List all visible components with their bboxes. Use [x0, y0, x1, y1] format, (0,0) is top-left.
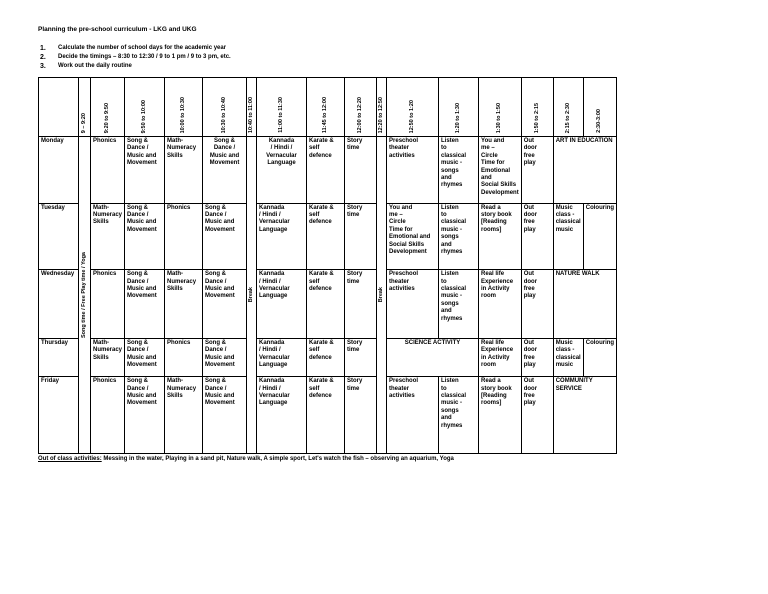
day-label: Wednesday [39, 270, 79, 339]
activity-cell: You and me – Circle Time for Emotional and Social Skills Development [479, 137, 522, 204]
activity-cell: Math- Numeracy Skills [91, 338, 125, 376]
step-text: Decide the timings – 8:30 to 12:30 / 9 to 1 pm / 9 to 3 pm, etc. [58, 54, 231, 60]
activity-cell: Kannada / Hindi / Vernacular Language [257, 338, 307, 376]
header-slot: 1:20 to 1:30 [439, 78, 479, 137]
activity-cell: Song & Dance / Music and Movement [203, 203, 247, 270]
day-label: Monday [39, 137, 79, 204]
step-number: 3. [40, 63, 46, 70]
activity-cell: Colouring [583, 203, 616, 270]
activity-cell: Song & Dance / Music and Movement [125, 338, 165, 376]
activity-cell: Kannada / Hindi / Vernacular Language [257, 137, 307, 204]
header-slot: 10:30 to 10:40 [203, 78, 247, 137]
header-slot: 9:50 to 10:00 [125, 78, 165, 137]
activity-cell: Story time [345, 270, 377, 339]
activity-cell: Song & Dance / Music and Movement [125, 270, 165, 339]
activity-cell: Song & Dance / Music and Movement [203, 338, 247, 376]
table-row [39, 377, 617, 454]
header-day-corner [39, 78, 79, 137]
activity-cell: Story time [345, 203, 377, 270]
activity-cell: Math- Numeracy Skills [165, 270, 203, 339]
header-slot: 10:00 to 10:30 [165, 78, 203, 137]
activity-cell: Math- Numeracy Skills [165, 137, 203, 204]
day-label: Friday [39, 377, 79, 454]
activity-cell: Out door free play [521, 203, 553, 270]
steps-list [40, 44, 231, 71]
activity-cell: Preschool theater activities [387, 137, 439, 204]
activity-cell: Colouring [583, 338, 616, 376]
activity-cell: Karate & self defence [307, 270, 345, 339]
activity-cell: Music class - classical music [553, 338, 583, 376]
step-item [40, 62, 231, 71]
activity-cell: Out door free play [521, 137, 553, 204]
activity-cell: Song & Dance / Music and Movement [125, 377, 165, 454]
activity-cell: Math- Numeracy Skills [91, 203, 125, 270]
activity-cell: Kannada / Hindi / Vernacular Language [257, 377, 307, 454]
header-slot: 1:30 to 1:50 [479, 78, 522, 137]
activity-cell: Song & Dance / Music and Movement [203, 137, 247, 204]
activity-cell: Story time [345, 338, 377, 376]
activity-cell: Out door free play [521, 377, 553, 454]
activity-cell: Phonics [91, 377, 125, 454]
activity-cell: Listen to classical music - songs and rhymes [439, 137, 479, 204]
header-slot: 9 – 9:20 [79, 78, 91, 137]
table-row [39, 338, 617, 376]
activity-cell: ART IN EDUCATION [553, 137, 616, 204]
activity-cell: Phonics [165, 203, 203, 270]
header-slot: 9:20 to 9:50 [91, 78, 125, 137]
activity-cell: Kannada / Hindi / Vernacular Language [257, 270, 307, 339]
activity-cell: Song & Dance / Music and Movement [125, 203, 165, 270]
activity-cell: Story time [345, 137, 377, 204]
day-label: Tuesday [39, 203, 79, 270]
header-row [39, 78, 617, 137]
activity-cell: Real life Experience in Activity room [479, 338, 522, 376]
header-slot: 10:40 to 11:00 [247, 78, 257, 137]
activity-cell: Karate & self defence [307, 203, 345, 270]
activity-cell: Out door free play [521, 270, 553, 339]
header-slot: 2:30-3:00 [583, 78, 616, 137]
table-row [39, 203, 617, 270]
page-title: Planning the pre-school curriculum - LKG and UKG [38, 26, 197, 33]
activity-cell: Listen to classical music - songs and rhymes [439, 377, 479, 454]
activity-cell: Kannada / Hindi / Vernacular Language [257, 203, 307, 270]
footnote-text: Messing in the water, Playing in a sand pit, Nature walk, A simple sport, Let's watch the fish – observing an aquarium, Yoga [101, 456, 454, 462]
table-row [39, 137, 617, 204]
step-number: 1. [40, 45, 46, 52]
break-merged-cell: Break [247, 137, 257, 454]
song-time-merged-cell: Song time / Free Play time / Yoga [79, 137, 91, 454]
footnote [38, 456, 454, 462]
step-text: Work out the daily routine [58, 63, 132, 69]
header-slot: 1:50 to 2:15 [521, 78, 553, 137]
activity-cell: Karate & self defence [307, 338, 345, 376]
activity-cell: You and me – Circle Time for Emotional and Social Skills Development [387, 203, 439, 270]
activity-cell: Listen to classical music - songs and rhymes [439, 270, 479, 339]
timetable [38, 77, 617, 454]
header-slot: 12:00 to 12:20 [345, 78, 377, 137]
activity-cell: Karate & self defence [307, 377, 345, 454]
activity-cell: Preschool theater activities [387, 270, 439, 339]
header-slot: 11:45 to 12:00 [307, 78, 345, 137]
header-slot: 12:50 to 1:20 [387, 78, 439, 137]
activity-cell: Read a story book [Reading rooms] [479, 377, 522, 454]
activity-cell: Preschool theater activities [387, 377, 439, 454]
activity-cell: Song & Dance / Music and Movement [203, 377, 247, 454]
activity-cell: Out door free play [521, 338, 553, 376]
step-item [40, 44, 231, 53]
activity-cell: SCIENCE ACTIVITY [387, 338, 479, 376]
activity-cell: Real life Experience in Activity room [479, 270, 522, 339]
activity-cell: Karate & self defence [307, 137, 345, 204]
activity-cell: Song & Dance / Music and Movement [125, 137, 165, 204]
activity-cell: Phonics [91, 270, 125, 339]
header-slot: 12:20 to 12:50 [377, 78, 387, 137]
step-text: Calculate the number of school days for the academic year [58, 45, 227, 51]
activity-cell: Listen to classical music - songs and rhymes [439, 203, 479, 270]
step-number: 2. [40, 54, 46, 61]
footnote-label: Out of class activities: [38, 456, 102, 462]
activity-cell: NATURE WALK [553, 270, 616, 339]
activity-cell: Song & Dance / Music and Movement [203, 270, 247, 339]
header-slot: 11:00 to 11:30 [257, 78, 307, 137]
activity-cell: Story time [345, 377, 377, 454]
activity-cell: Math- Numeracy Skills [165, 377, 203, 454]
activity-cell: Phonics [165, 338, 203, 376]
activity-cell: COMMUNITY SERVICE [553, 377, 616, 454]
activity-cell: Music class - classical music [553, 203, 583, 270]
break-merged-cell: Break [377, 137, 387, 454]
day-label: Thursday [39, 338, 79, 376]
activity-cell: Read a story book [Reading rooms] [479, 203, 522, 270]
step-item [40, 53, 231, 62]
activity-cell: Phonics [91, 137, 125, 204]
table-row [39, 270, 617, 339]
header-slot: 2:15 to 2:30 [553, 78, 583, 137]
